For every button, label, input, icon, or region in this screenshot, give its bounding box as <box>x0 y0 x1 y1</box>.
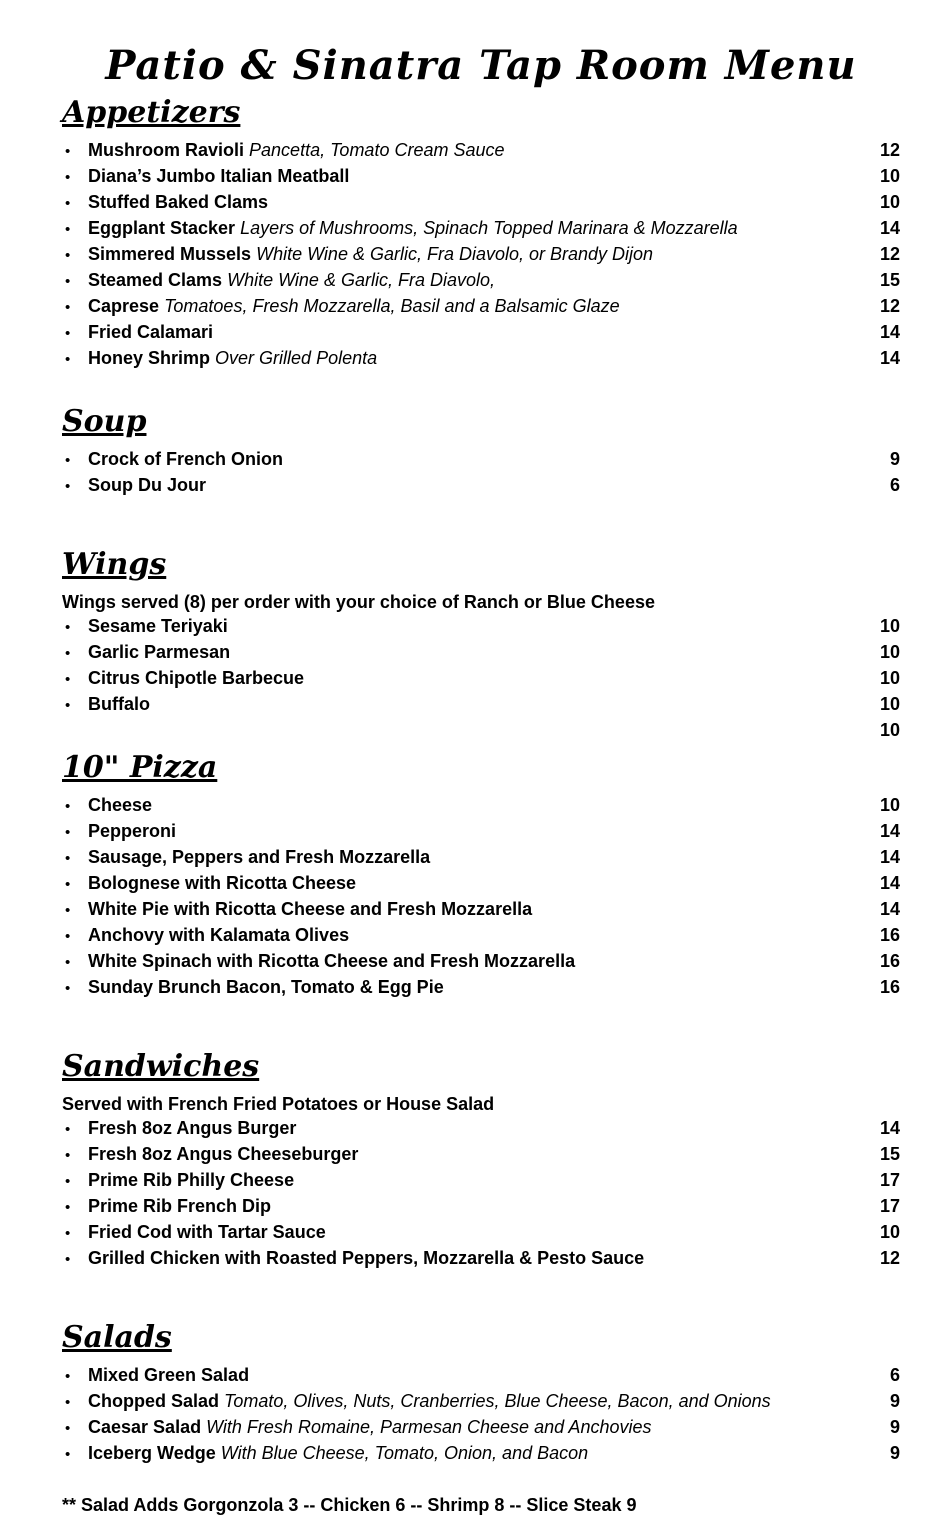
item-price: 12 <box>879 1248 900 1268</box>
item-name: Prime Rib French Dip <box>88 1196 272 1216</box>
item-price: 10 <box>879 616 900 636</box>
item-price: 15 <box>879 270 900 290</box>
item-price: 10 <box>879 668 900 688</box>
item-name: Caesar Salad <box>88 1417 202 1437</box>
item-price: 6 <box>889 475 900 495</box>
menu-section <box>62 1049 900 1272</box>
menu-section <box>62 750 900 1001</box>
item-name: Fried Cod with Tartar Sauce <box>88 1222 326 1242</box>
item-text <box>88 1142 868 1166</box>
menu-item <box>62 1168 900 1194</box>
bullet-icon: • <box>65 247 71 264</box>
item-price: 17 <box>879 1196 900 1216</box>
section-heading: Wings <box>62 547 167 582</box>
item-text <box>88 845 868 869</box>
item-name: Sunday Brunch Bacon, Tomato & Egg Pie <box>88 977 444 997</box>
menu-item <box>62 473 900 499</box>
item-text <box>88 294 868 318</box>
bullet-icon: • <box>65 876 71 893</box>
item-price: 17 <box>879 1170 900 1190</box>
item-name: Grilled Chicken with Roasted Peppers, Mozzarella & Pesto Sauce <box>88 1248 645 1268</box>
item-price: 6 <box>889 1365 900 1385</box>
bullet-icon: • <box>65 351 71 368</box>
bullet-icon: • <box>65 1225 71 1242</box>
item-name: Honey Shrimp <box>88 348 211 368</box>
item-price: 10 <box>879 166 900 186</box>
item-price: 14 <box>879 1118 900 1138</box>
item-text <box>88 1441 878 1465</box>
item-price: 14 <box>879 218 900 238</box>
item-name: Chopped Salad <box>88 1391 220 1411</box>
item-price: 12 <box>879 244 900 264</box>
item-name: White Spinach with Ricotta Cheese and Fresh Mozzarella <box>88 951 576 971</box>
menu-item <box>62 1415 900 1441</box>
section-items <box>62 793 900 1001</box>
item-text <box>88 614 868 638</box>
item-name: Fresh 8oz Angus Cheeseburger <box>88 1144 359 1164</box>
item-text <box>88 1116 868 1140</box>
item-text <box>88 793 868 817</box>
bullet-icon: • <box>65 169 71 186</box>
item-text <box>88 1246 868 1270</box>
menu-item <box>62 975 900 1001</box>
item-price: 9 <box>889 1417 900 1437</box>
item-desc: With Fresh Romaine, Parmesan Cheese and Anchovies <box>206 1417 652 1437</box>
bullet-icon: • <box>65 1173 71 1190</box>
bullet-icon: • <box>65 824 71 841</box>
item-text <box>88 268 868 292</box>
salad-adds-note: ** Salad Adds Gorgonzola 3 -- Chicken 6 -- Shrimp 8 -- Slice Steak 9 <box>62 1495 637 1515</box>
section-heading: Salads <box>62 1320 172 1355</box>
item-price: 10 <box>879 1222 900 1242</box>
item-name: Pepperoni <box>88 821 177 841</box>
item-price: 16 <box>879 925 900 945</box>
item-text <box>88 447 878 471</box>
menu-item <box>62 845 900 871</box>
menu-item <box>62 294 900 320</box>
item-desc: With Blue Cheese, Tomato, Onion, and Bacon <box>220 1443 589 1463</box>
item-price: 16 <box>879 977 900 997</box>
menu-section <box>62 404 900 499</box>
bullet-icon: • <box>65 1199 71 1216</box>
menu-item <box>62 242 900 268</box>
item-price: 10 <box>879 694 900 714</box>
item-desc: Tomatoes, Fresh Mozzarella, Basil and a Balsamic Glaze <box>164 296 620 316</box>
item-text <box>88 346 868 370</box>
item-text <box>88 242 868 266</box>
item-price: 9 <box>889 449 900 469</box>
section-items <box>62 1116 900 1272</box>
bullet-icon: • <box>65 928 71 945</box>
item-text <box>88 923 868 947</box>
menu-item <box>62 1142 900 1168</box>
item-desc: Pancetta, Tomato Cream Sauce <box>249 140 505 160</box>
item-text <box>88 1168 868 1192</box>
menu-item <box>62 819 900 845</box>
bullet-icon: • <box>65 1121 71 1138</box>
bullet-icon: • <box>65 325 71 342</box>
item-price: 10 <box>879 795 900 815</box>
item-name: Citrus Chipotle Barbecue <box>88 668 305 688</box>
item-text <box>88 216 868 240</box>
item-text <box>88 138 868 162</box>
item-name: Sausage, Peppers and Fresh Mozzarella <box>88 847 431 867</box>
menu-item <box>62 164 900 190</box>
section-items <box>62 138 900 372</box>
bullet-icon: • <box>65 1394 71 1411</box>
section-heading: 10" Pizza <box>62 750 218 785</box>
item-price: 12 <box>879 140 900 160</box>
item-name: Diana’s Jumbo Italian Meatball <box>88 166 350 186</box>
bullet-icon: • <box>65 195 71 212</box>
item-name: Sesame Teriyaki <box>88 616 228 636</box>
menu-item <box>62 692 900 718</box>
bullet-icon: • <box>65 1147 71 1164</box>
bullet-icon: • <box>65 452 71 469</box>
item-price: 9 <box>889 1443 900 1463</box>
menu-item <box>62 640 900 666</box>
bullet-icon: • <box>65 671 71 688</box>
bullet-icon: • <box>65 478 71 495</box>
bullet-icon: • <box>65 299 71 316</box>
item-price: 14 <box>879 873 900 893</box>
menu-item <box>62 718 900 742</box>
menu-title: Patio & Sinatra Tap Room Menu <box>105 42 857 89</box>
menu-item <box>62 447 900 473</box>
item-price: 14 <box>879 899 900 919</box>
menu-item <box>62 346 900 372</box>
menu-item <box>62 138 900 164</box>
item-text <box>88 897 868 921</box>
item-name: Crock of French Onion <box>88 449 284 469</box>
bullet-icon: • <box>65 1251 71 1268</box>
bullet-icon: • <box>65 954 71 971</box>
menu-item <box>62 1220 900 1246</box>
menu-item <box>62 1441 900 1467</box>
item-name: Simmered Mussels <box>88 244 252 264</box>
item-text <box>88 949 868 973</box>
item-price: 9 <box>889 1391 900 1411</box>
item-text <box>88 1220 868 1244</box>
bullet-icon: • <box>65 1368 71 1385</box>
item-desc: White Wine & Garlic, Fra Diavolo, or Brandy Dijon <box>256 244 654 264</box>
section-heading: Sandwiches <box>62 1049 260 1084</box>
bullet-icon: • <box>65 1446 71 1463</box>
item-text <box>88 473 878 497</box>
menu-item <box>62 190 900 216</box>
item-name: Bolognese with Ricotta Cheese <box>88 873 357 893</box>
menu-item <box>62 923 900 949</box>
menu-item <box>62 1194 900 1220</box>
section-items <box>62 447 900 499</box>
menu-item <box>62 1116 900 1142</box>
menu-section <box>62 95 900 372</box>
item-text <box>88 692 868 716</box>
menu-item <box>62 1389 900 1415</box>
item-name: Fried Calamari <box>88 322 214 342</box>
item-price: 14 <box>879 348 900 368</box>
item-text <box>88 640 868 664</box>
section-note: Served with French Fried Potatoes or House Salad <box>62 1094 495 1114</box>
item-name: Cheese <box>88 795 153 815</box>
section-items <box>62 1363 900 1467</box>
item-name: Steamed Clams <box>88 270 223 290</box>
item-price: 15 <box>879 1144 900 1164</box>
item-name: Stuffed Baked Clams <box>88 192 269 212</box>
menu-item <box>62 268 900 294</box>
item-price: 14 <box>879 847 900 867</box>
item-text <box>88 164 868 188</box>
item-name: Prime Rib Philly Cheese <box>88 1170 295 1190</box>
item-name: Mixed Green Salad <box>88 1365 250 1385</box>
section-heading: Soup <box>62 404 147 439</box>
item-name: Iceberg Wedge <box>88 1443 216 1463</box>
menu-item <box>62 666 900 692</box>
item-name: Eggplant Stacker <box>88 218 236 238</box>
item-price: 14 <box>879 821 900 841</box>
item-desc: Tomato, Olives, Nuts, Cranberries, Blue Cheese, Bacon, and Onions <box>224 1391 771 1411</box>
item-name: White Pie with Ricotta Cheese and Fresh Mozzarella <box>88 899 533 919</box>
item-text <box>88 975 868 999</box>
menu-item <box>62 897 900 923</box>
bullet-icon: • <box>65 980 71 997</box>
item-price: 10 <box>879 642 900 662</box>
menu-item <box>62 871 900 897</box>
menu-item <box>62 216 900 242</box>
bullet-icon: • <box>65 645 71 662</box>
item-desc: Layers of Mushrooms, Spinach Topped Marinara & Mozzarella <box>240 218 738 238</box>
bullet-icon: • <box>65 850 71 867</box>
item-text <box>88 666 868 690</box>
section-items <box>62 614 900 742</box>
bullet-icon: • <box>65 697 71 714</box>
bullet-icon: • <box>65 1420 71 1437</box>
menu-sections <box>62 95 900 1467</box>
item-name: Garlic Parmesan <box>88 642 231 662</box>
item-text <box>88 190 868 214</box>
item-text <box>88 1194 868 1218</box>
section-heading: Appetizers <box>62 95 241 130</box>
item-text <box>88 871 868 895</box>
item-name: Caprese <box>88 296 160 316</box>
bullet-icon: • <box>65 798 71 815</box>
item-desc: Over Grilled Polenta <box>215 348 378 368</box>
item-text <box>88 1389 878 1413</box>
bullet-icon: • <box>65 221 71 238</box>
item-name: Fresh 8oz Angus Burger <box>88 1118 297 1138</box>
menu-item <box>62 1363 900 1389</box>
bullet-icon: • <box>65 619 71 636</box>
item-name: Buffalo <box>88 694 150 714</box>
item-text <box>88 1415 878 1439</box>
bullet-icon: • <box>65 143 71 160</box>
item-price: 16 <box>879 951 900 971</box>
item-price: 10 <box>879 192 900 212</box>
menu-section <box>62 1320 900 1467</box>
item-text <box>88 1363 878 1387</box>
bullet-icon: • <box>65 902 71 919</box>
menu-item <box>62 1246 900 1272</box>
item-price: 10 <box>879 720 900 740</box>
menu-item <box>62 614 900 640</box>
menu-item <box>62 949 900 975</box>
item-text <box>88 819 868 843</box>
item-name: Mushroom Ravioli <box>88 140 245 160</box>
item-name: Soup Du Jour <box>88 475 206 495</box>
section-note: Wings served (8) per order with your choice of Ranch or Blue Cheese <box>62 592 655 612</box>
menu-section <box>62 547 900 742</box>
item-price: 12 <box>879 296 900 316</box>
menu-item <box>62 793 900 819</box>
item-text <box>88 320 868 344</box>
item-desc: White Wine & Garlic, Fra Diavolo, <box>227 270 495 290</box>
item-price: 14 <box>879 322 900 342</box>
menu-item <box>62 320 900 346</box>
bullet-icon: • <box>65 273 71 290</box>
item-name: Anchovy with Kalamata Olives <box>88 925 350 945</box>
